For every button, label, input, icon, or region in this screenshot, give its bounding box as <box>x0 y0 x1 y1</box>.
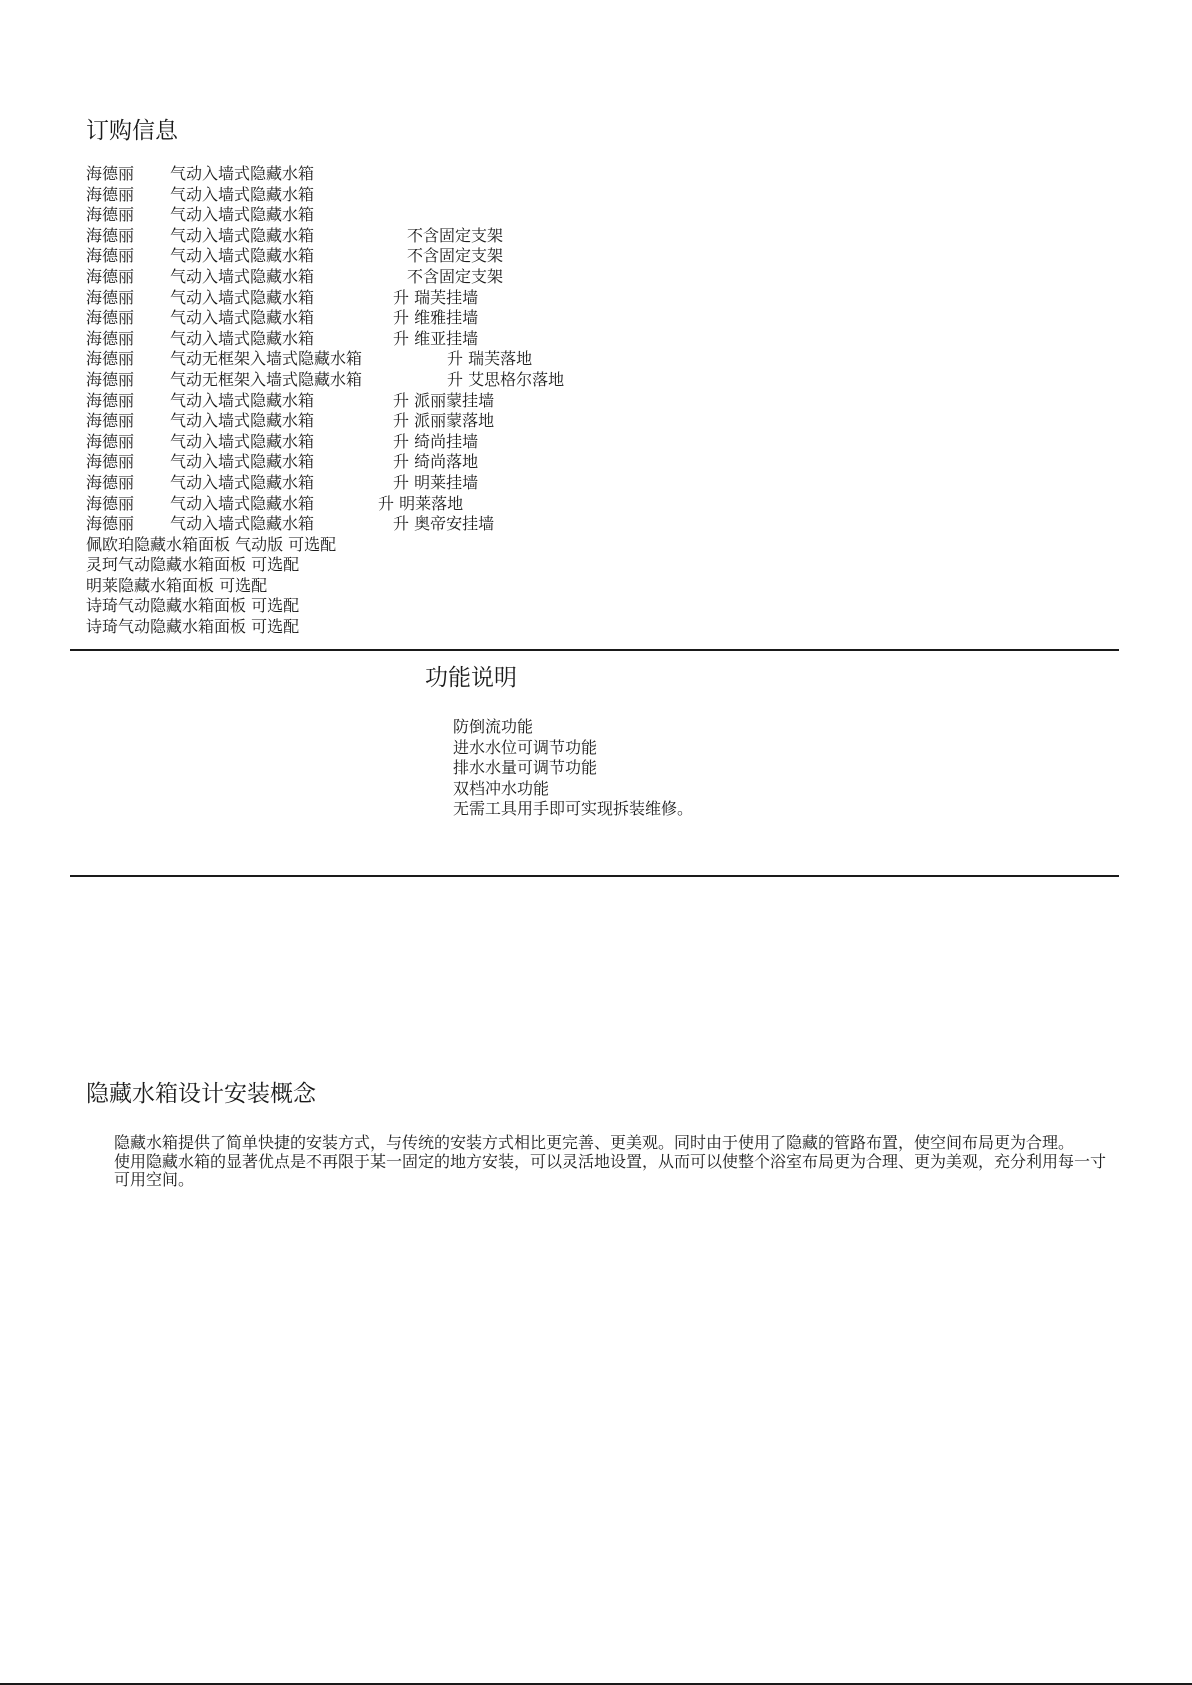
order-model: 气动无框架入墙式隐藏水箱 <box>170 369 363 389</box>
order-model: 气动入墙式隐藏水箱 <box>170 472 315 492</box>
order-model: 气动入墙式隐藏水箱 <box>170 431 315 451</box>
order-note: 升 绮尚落地 <box>393 452 479 472</box>
panel-item: 诗琦气动隐藏水箱面板 可选配 <box>86 617 300 637</box>
section-divider <box>70 875 1119 877</box>
feature-item: 双档冲水功能 <box>453 778 550 798</box>
order-note: 升 明莱挂墙 <box>393 472 479 492</box>
order-brand: 海德丽 <box>86 287 135 307</box>
order-brand: 海德丽 <box>86 308 135 328</box>
order-brand: 海德丽 <box>86 205 135 225</box>
feature-item: 排水水量可调节功能 <box>453 758 598 778</box>
order-model: 气动入墙式隐藏水箱 <box>170 266 315 286</box>
order-brand: 海德丽 <box>86 411 135 431</box>
order-note: 不含固定支架 <box>407 225 504 245</box>
feature-item: 进水水位可调节功能 <box>453 737 598 757</box>
order-brand: 海德丽 <box>86 472 135 492</box>
section-divider <box>70 649 1119 651</box>
order-brand: 海德丽 <box>86 164 135 183</box>
order-brand: 海德丽 <box>86 431 135 451</box>
concept-title: 隐藏水箱设计安装概念 <box>86 1081 316 1107</box>
order-note: 升 维亚挂墙 <box>393 328 479 348</box>
order-note: 升 瑞芙落地 <box>447 349 533 369</box>
panel-item: 灵珂气动隐藏水箱面板 可选配 <box>86 555 300 575</box>
order-note: 不含固定支架 <box>407 246 504 266</box>
order-model: 气动入墙式隐藏水箱 <box>170 308 315 328</box>
order-model: 气动入墙式隐藏水箱 <box>170 205 315 225</box>
order-model: 气动入墙式隐藏水箱 <box>170 246 315 266</box>
feature-item: 防倒流功能 <box>453 717 534 736</box>
features-list <box>453 717 693 820</box>
order-brand: 海德丽 <box>86 246 135 266</box>
order-model: 气动入墙式隐藏水箱 <box>170 164 315 183</box>
order-note: 升 瑞芙挂墙 <box>393 287 479 307</box>
order-brand: 海德丽 <box>86 184 135 204</box>
order-note: 升 奥帝安挂墙 <box>393 514 495 534</box>
concept-paragraph: 隐藏水箱提供了简单快捷的安装方式，与传统的安装方式相比更完善、更美观。同时由于使用了隐藏的管路布置，使空间布局更为合理。 <box>114 1133 1075 1152</box>
order-note: 升 派丽蒙挂墙 <box>393 390 495 410</box>
panel-item: 佩欧珀隐藏水箱面板 气动版 可选配 <box>86 534 337 554</box>
order-brand: 海德丽 <box>86 369 135 389</box>
order-model: 气动入墙式隐藏水箱 <box>170 328 315 348</box>
order-brand: 海德丽 <box>86 452 135 472</box>
order-model: 气动入墙式隐藏水箱 <box>170 514 315 534</box>
order-brand: 海德丽 <box>86 390 135 410</box>
feature-item: 无需工具用手即可实现拆装维修。 <box>453 799 694 819</box>
order-model: 气动入墙式隐藏水箱 <box>170 390 315 410</box>
order-brand: 海德丽 <box>86 328 135 348</box>
order-brand: 海德丽 <box>86 225 135 245</box>
order-note: 升 艾思格尔落地 <box>447 369 565 389</box>
order-brand: 海德丽 <box>86 266 135 286</box>
order-model: 气动入墙式隐藏水箱 <box>170 225 315 245</box>
features-title: 功能说明 <box>425 665 517 691</box>
order-brand: 海德丽 <box>86 493 135 513</box>
order-model: 气动入墙式隐藏水箱 <box>170 493 315 513</box>
panel-item: 明莱隐藏水箱面板 可选配 <box>86 575 268 595</box>
ordering-title: 订购信息 <box>86 118 178 144</box>
order-model: 气动入墙式隐藏水箱 <box>170 184 315 204</box>
order-note: 升 派丽蒙落地 <box>393 411 495 431</box>
order-note: 升 明莱落地 <box>378 493 464 513</box>
order-model: 气动入墙式隐藏水箱 <box>170 411 315 431</box>
order-model: 气动入墙式隐藏水箱 <box>170 287 315 307</box>
order-model: 气动入墙式隐藏水箱 <box>170 452 315 472</box>
panel-item: 诗琦气动隐藏水箱面板 可选配 <box>86 596 300 616</box>
order-note: 不含固定支架 <box>407 266 504 286</box>
order-brand: 海德丽 <box>86 514 135 534</box>
concept-paragraph: 使用隐藏水箱的显著优点是不再限于某一固定的地方安装，可以灵活地设置，从而可以使整个浴室布局更为合理、更为美观，充分利用每一寸可用空间。 <box>114 1151 1107 1189</box>
order-note: 升 绮尚挂墙 <box>393 431 479 451</box>
concept-body <box>114 1134 1119 1190</box>
order-brand: 海德丽 <box>86 349 135 369</box>
order-model: 气动无框架入墙式隐藏水箱 <box>170 349 363 369</box>
order-note: 升 维雅挂墙 <box>393 308 479 328</box>
